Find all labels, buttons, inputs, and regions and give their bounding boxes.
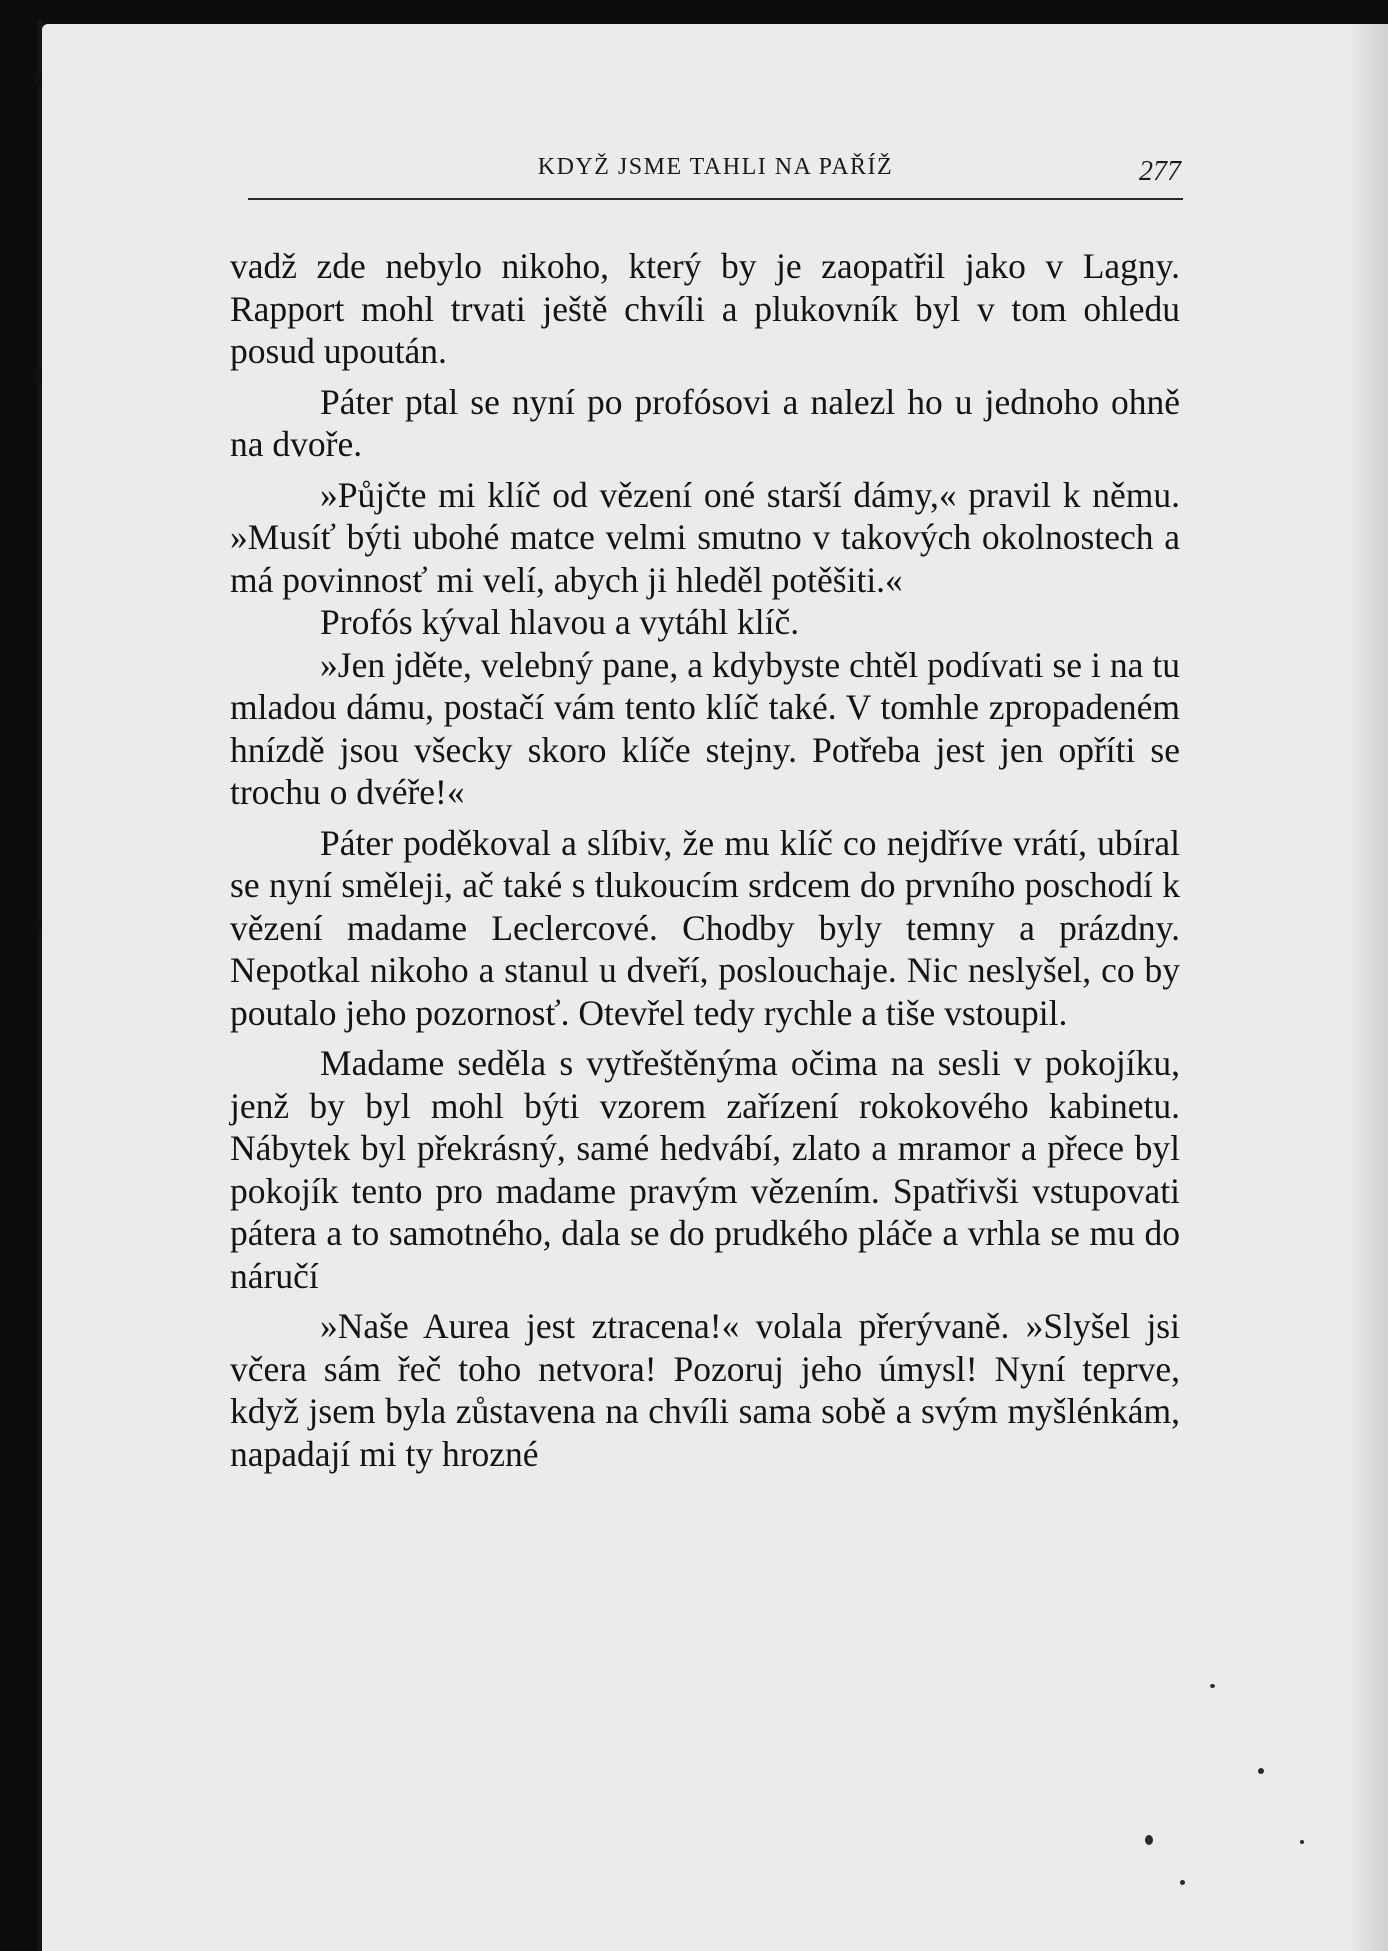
running-title: KDYŽ JSME TAHLI NA PAŘÍŽ (537, 154, 894, 180)
body-text (230, 245, 1180, 1475)
scan-speck (1210, 1684, 1215, 1688)
scan-speck (1258, 1768, 1264, 1774)
paragraph: »Půjčte mi klíč od vězení oné starší dámy,« pravil k němu. »Musíť býti ubohé matce velmi smutno v takových okolnostech a má povinnosť mi velí, abych ji hleděl potěšiti.« (230, 474, 1180, 600)
page-header (248, 150, 1183, 200)
paragraph: vadž zde nebylo nikoho, který by je zaopatřil jako v Lagny. Rapport mohl trvati ještě chvíli a plukovník byl v tom ohledu posud upoután. (230, 246, 1180, 371)
paragraph: Páter ptal se nyní po profósovi a nalezl ho u jednoho ohně na dvoře. (230, 381, 1180, 464)
paragraph: »Jen jděte, velebný pane, a kdybyste chtěl podívati se i na tu mladou dámu, postačí vám tento klíč také. V tomhle zpropadeném hnízdě jsou všecky skoro klíče stejny. Potřeba jest jen opříti se trochu o dvéře!« (230, 644, 1180, 812)
paragraph: »Naše Aurea jest ztracena!« volala přerývaně. »Slyšel jsi včera sám řeč toho netvora! Pozoruj jeho úmysl! Nyní teprve, když jsem byla zůstavena na chvíli sama sobě a svým myšlénkám, napadají mi ty hrozné (230, 1306, 1180, 1474)
page-edge-shadow (1348, 24, 1388, 1951)
page-number: 277 (1139, 156, 1181, 187)
scan-speck (1180, 1880, 1185, 1885)
paragraph: Madame seděla s vytřeštěnýma očima na sesli v pokojíku, jenž by byl mohl býti vzorem zařízení rokokového kabinetu. Nábytek byl překrásný, samé hedvábí, zlato a mramor a přece byl pokojík tento pro madame pravým vězením. Spatřivši vstupovati pátera a to samotného, dala se do prudkého pláče a vrhla se mu do náručí (230, 1043, 1180, 1296)
scan-speck (1300, 1840, 1304, 1844)
paragraph: Páter poděkoval a slíbiv, že mu klíč co nejdříve vrátí, ubíral se nyní směleji, ač také s tlukoucím srdcem do prvního poschodí k vězení madame Leclercové. Chodby byly temny a prázdny. Nepotkal nikoho a stanul u dveří, poslouchaje. Nic neslyšel, co by poutalo jeho pozornosť. Otevřel tedy rychle a tiše vstoupil. (230, 822, 1180, 1033)
paragraph: Profós kýval hlavou a vytáhl klíč. (320, 602, 800, 642)
scan-speck (1145, 1835, 1153, 1845)
